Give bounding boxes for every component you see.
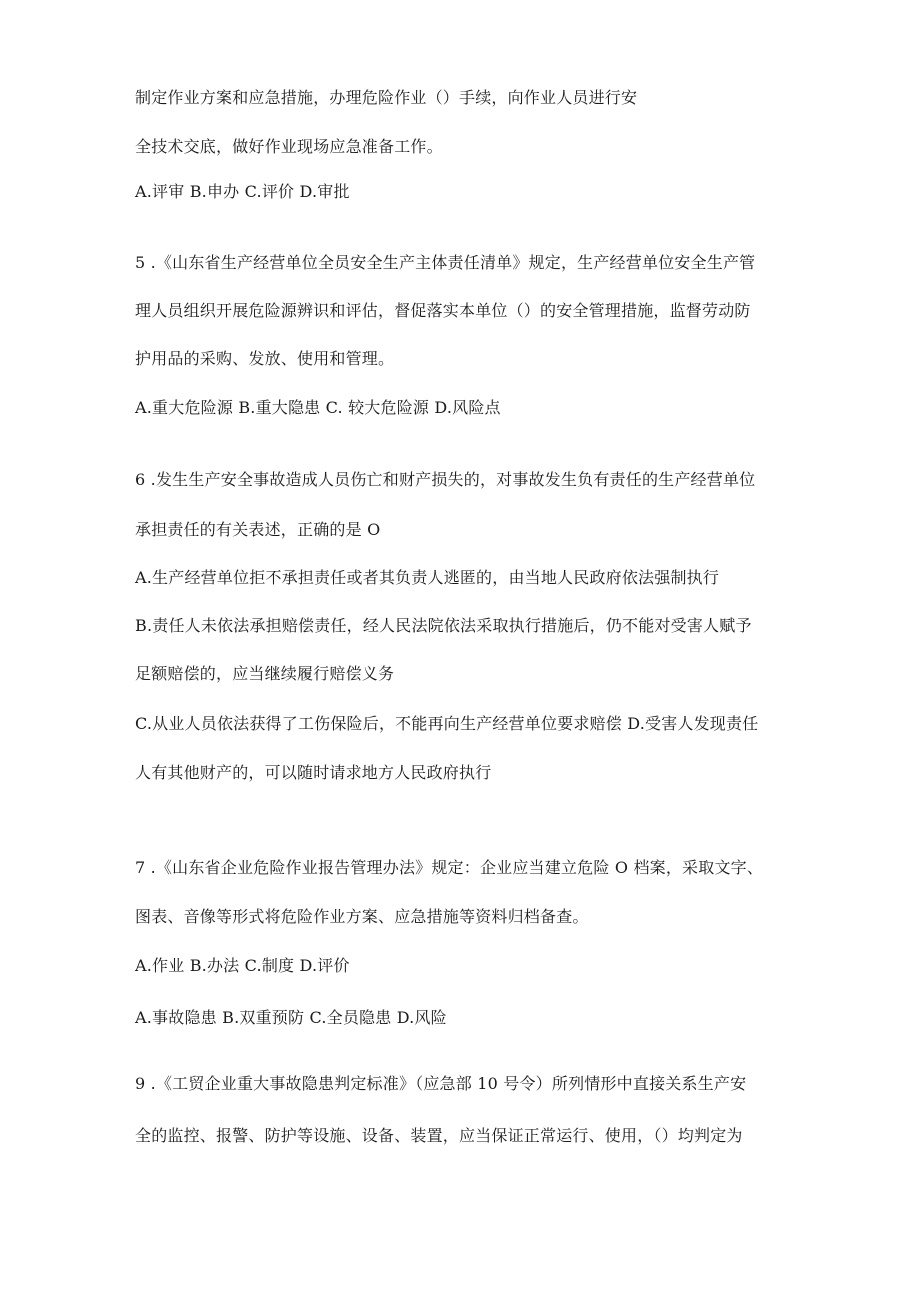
text-line: 理人员组织开展危险源辨识和评估，督促落实本单位（）的安全管理措施，监督劳动防 [135,301,751,320]
question-6-line: 6 .发生生产安全事故造成人员伤亡和财产损失的，对事故发生负有责任的生产经营单位 [135,470,756,489]
answer-option-b: B.责任人未依法承担赔偿责任，经人民法院依法采取执行措施后，仍不能对受害人赋予 [135,616,752,635]
text-line: 足额赔偿的，应当继续履行赔偿义务 [135,664,395,683]
text-line: 全的监控、报警、防护等设施、设备、装置，应当保证正常运行、使用，（）均判定为 [135,1126,743,1145]
text-line: 图表、音像等形式将危险作业方案、应急措施等资料归档备查。 [135,907,589,926]
answer-options: A.事故隐患 B.双重预防 C.全员隐患 D.风险 [135,1008,447,1027]
answer-option-c-d: C.从业人员依法获得了工伤保险后，不能再向生产经营单位要求赔偿 D.受害人发现责任 [135,714,759,733]
answer-options: A.作业 B.办法 C.制度 D.评价 [135,956,350,975]
question-7-line: 7 .《山东省企业危险作业报告管理办法》规定：企业应当建立危险 O 档案，采取文字、 [135,858,764,877]
text-line: 人有其他财产的，可以随时请求地方人民政府执行 [135,763,492,782]
question-5-line: 5 .《山东省生产经营单位全员安全生产主体责任清单》规定，生产经营单位安全生产管 [135,253,756,272]
answer-options: A.评审 B.申办 C.评价 D.审批 [135,182,350,201]
question-9-line: 9 .《工贸企业重大事故隐患判定标准》（应急部 10 号令）所列情形中直接关系生产安 [135,1074,747,1093]
text-line: 承担责任的有关表述，正确的是 O [135,520,381,539]
text-line: 制定作业方案和应急措施，办理危险作业（）手续，向作业人员进行安 [135,88,638,107]
text-line: 全技术交底，做好作业现场应急准备工作。 [135,137,443,156]
answer-options: A.重大危险源 B.重大隐患 C. 较大危险源 D.风险点 [135,398,501,417]
text-line: 护用品的采购、发放、使用和管理。 [135,349,395,368]
answer-option-a: A.生产经营单位拒不承担责任或者其负责人逃匿的，由当地人民政府依法强制执行 [135,568,720,587]
